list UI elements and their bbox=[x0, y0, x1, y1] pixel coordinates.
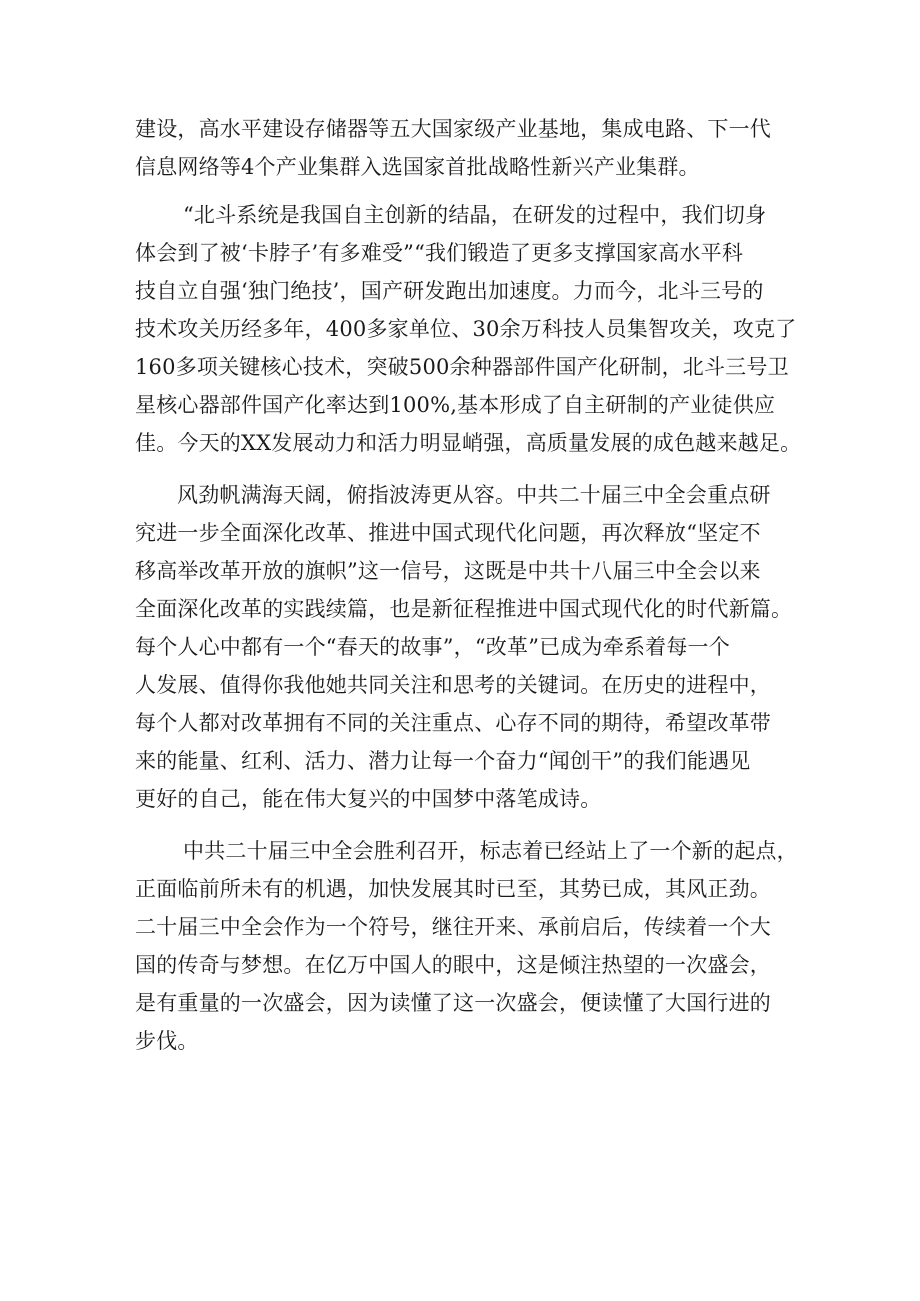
paragraph-2 bbox=[135, 196, 800, 462]
text-line: 来的能量、红利、活力、潜力让每一个奋力“闻创干”的我们能遇见 bbox=[135, 749, 751, 773]
text-line: 佳。今天的XX发展动力和活力明显峭强，高质量发展的成色越来越足。 bbox=[135, 431, 802, 455]
document-body bbox=[135, 110, 800, 1060]
text-line: 每个人心中都有一个“春天的故事”，“改革”已成为牵系着每一个 bbox=[135, 635, 730, 659]
text-line: 步伐。 bbox=[135, 1029, 199, 1053]
paragraph-4 bbox=[135, 832, 800, 1060]
text-line: 体会到了被‘卡脖子’有多难受”“我们锻造了更多支撑国家高水平科 bbox=[135, 241, 744, 265]
text-line: 移高举改革开放的旗帜”这一信号，这既是中共十八届三中全会以来 bbox=[135, 559, 761, 583]
text-line: 技术攻关历经多年，400多家单位、30余万科技人员集智攻关，攻克了 bbox=[135, 317, 797, 341]
paragraph-3 bbox=[135, 476, 800, 818]
text-line: 中共二十届三中全会胜利召开，标志着已经站上了一个新的起点， bbox=[183, 839, 798, 863]
text-line: 究进一步全面深化改革、推进中国式现代化问题，再次释放“坚定不 bbox=[135, 521, 761, 545]
text-line: 风劲帆满海天阔，俯指波涛更从容。中共二十届三中全会重点研 bbox=[177, 483, 771, 507]
text-line: 国的传奇与梦想。在亿万中国人的眼中，这是倾注热望的一次盛会， bbox=[135, 953, 771, 977]
text-line: 二十届三中全会作为一个符号，继往开来、承前启后，传续着一个大 bbox=[135, 915, 771, 939]
paragraph-1 bbox=[135, 110, 800, 186]
text-line: 是有重量的一次盛会，因为读懂了这一次盛会，便读懂了大国行进的 bbox=[135, 991, 771, 1015]
text-line: 更好的自己，能在伟大复兴的中国梦中落笔成诗。 bbox=[135, 787, 602, 811]
text-line: 人发展、值得你我他她共同关注和思考的关键词。在历史的进程中， bbox=[135, 673, 771, 697]
text-line: “北斗系统是我国自主创新的结晶，在研发的过程中，我们切身 bbox=[183, 203, 767, 227]
text-line: 160多项关键核心技术，突破500余种器部件国产化研制，北斗三号卫 bbox=[135, 355, 789, 379]
text-line: 建设，高水平建设存储器等五大国家级产业基地，集成电路、下一代 bbox=[135, 117, 771, 141]
text-line: 每个人都对改革拥有不同的关注重点、心存不同的期待，希望改革带 bbox=[135, 711, 771, 735]
text-line: 星核心器部件国产化率达到100%,基本形成了自主研制的产业徒供应 bbox=[135, 393, 776, 417]
text-line: 技自立自强‘独门绝技’，国产研发跑出加速度。力而今，北斗三号的 bbox=[135, 279, 764, 303]
text-line: 正面临前所未有的机遇，加快发展其时已至，其势已成，其风正劲。 bbox=[135, 877, 771, 901]
text-line: 信息网络等4个产业集群入选国家首批战略性新兴产业集群。 bbox=[135, 155, 700, 179]
text-line: 全面深化改革的实践续篇，也是新征程推进中国式现代化的时代新篇。 bbox=[135, 597, 793, 621]
